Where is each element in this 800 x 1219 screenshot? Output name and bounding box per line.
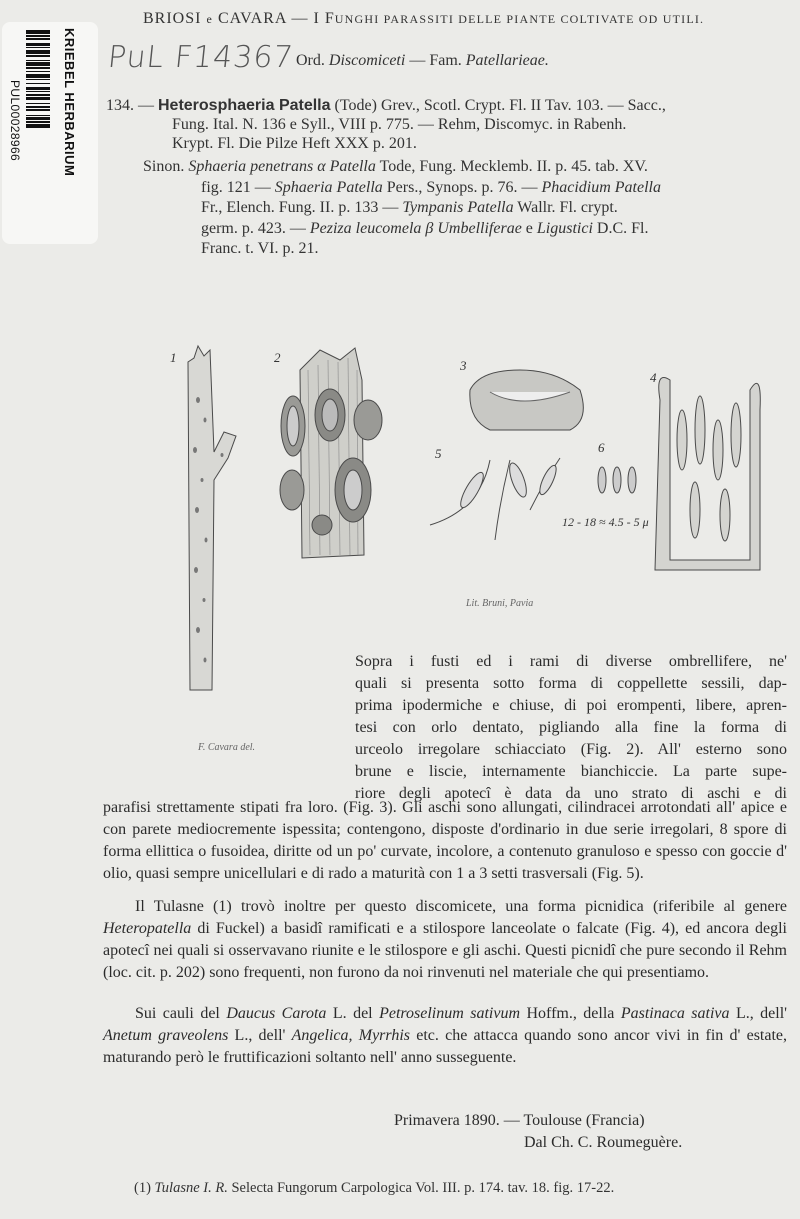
synonym-1-citation: Tode, Fung. Mecklemb. II. p. 45. tab. XV. [379,158,648,175]
paragraph-1-line: urceolo irregolare schiacciato (Fig. 2). All' esterno sono [355,741,787,758]
synonym-6-citation-b: Franc. t. VI. p. 21. [201,240,319,257]
paragraph-2-genus: Heteropatella [103,920,192,937]
family-name: Patellarieae. [465,52,549,69]
fig-label-2: 2 [274,350,281,365]
footnote [134,1180,614,1197]
host-1: Daucus Carota [226,1005,327,1022]
herbarium-name: KRIEBEL HERBARIUM [62,28,77,177]
paragraph-2-part-b: di Fuckel) a basidî ramificati e a stilospore lanceolate o falcate (Fig. 4), ed ancora degli apotecî nei quali si osservavano riunite e le stilospore e gli aschi. Questi picnidî che pure secondo il Rehm (loc. cit. p. 202) sono frequenti, non furono da noi rinvenuti nel materiale che qui presentiamo. [103,920,788,981]
family-label: — Fam. [409,52,462,69]
header-author-2: CAVARA [217,10,287,27]
header-series-number: I [313,10,320,27]
lithographer-signature: Lit. Bruni, Pavia [466,598,534,609]
entry-citation-3: Krypt. Fl. Die Pilze Heft XXX p. 201. [172,135,417,152]
synonym-1: Sphaeria penetrans [188,158,314,175]
fig-1-stem [188,346,236,690]
species-entry [106,96,796,153]
paragraph-2 [103,896,787,984]
synonym-2: Sphaeria Patella [274,178,383,196]
species-name: Heterosphaeria Patella [158,97,331,114]
p3-d: L., dell' [735,1005,788,1022]
synonym-conj: e [525,219,533,237]
synonym-3-citation: Fr., Elench. Fung. II. p. 133 — [201,199,399,216]
synonym-2-citation: Pers., Synops. p. 76. — [386,178,538,196]
collector: Dal Ch. C. Roumeguère. [524,1134,683,1151]
barcode-bar [26,128,50,129]
synonym-6: Ligustici [536,219,593,237]
synonym-4: Tympanis Patella [402,199,514,216]
paragraph-3 [103,1003,787,1069]
barcode [26,30,50,210]
fig-label-4: 4 [650,370,657,385]
fig-5-asci [430,458,560,540]
fig-label-3: 3 [460,358,467,373]
p3-e: L., dell' [234,1027,286,1044]
paragraph-1-rest [103,797,787,885]
host-4: Anetum graveolens [103,1027,229,1044]
synonyms-label: Sinon. [143,158,185,175]
artist-signature: F. Cavara del. [198,742,256,753]
paragraph-1-line: brune e liscie, internamente bianchiccie. La parte supe- [355,763,787,780]
fig-6-spores [598,467,636,493]
order-name: Discomiceti [328,52,406,69]
header-dash: — [291,10,309,27]
footnote-reference: Selecta Fungorum Carpologica Vol. III. p. 174. tav. 18. fig. 17-22. [231,1180,615,1196]
order-family-line [296,52,549,70]
synonym-3: Phacidium Patella [541,178,661,196]
paragraph-1-top [355,651,787,805]
spore-measurement: 12 - 18 ≈ 4.5 - 5 μ [562,515,649,529]
p3-a: Sui cauli del [135,1005,220,1022]
synonym-4-citation: Wallr. Fl. crypt. [517,199,618,216]
footnote-number: (1) [134,1180,151,1196]
header-series-initial: F [324,10,335,27]
synonym-1-epithet: Patella [329,158,376,175]
synonyms-block [143,157,793,260]
p3-c: Hoffm., della [526,1005,615,1022]
p3-f: etc. che attacca quando sono ancor vivi in fin d' estate, maturando però le fruttificazioni soltanto nell' anno susseguente. [103,1027,788,1066]
header-conj: e [206,12,213,26]
host-5: Angelica, Myrrhis [291,1027,411,1044]
entry-citation-2: Fung. Ital. N. 136 e Syll., VIII p. 775. — Rehm, Discomyc. in Rabenh. [172,116,627,133]
running-header [143,10,704,28]
header-author-1: BRIOSI [143,10,202,27]
host-2: Petroselinum sativum [379,1005,521,1022]
fig-4-pycnidium [655,378,760,571]
fig-label-5: 5 [435,446,442,461]
p3-b: L. del [332,1005,373,1022]
paragraph-1-line: riore degli apotecî è data da uno strato di aschi e di [355,785,787,802]
host-3: Pastinaca sativa [620,1005,730,1022]
paragraph-1-line: quali si presenta sotto forma di coppellette sessili, dap- [355,675,787,692]
collection-date-place: Primavera 1890. — Toulouse (Francia) [394,1112,645,1129]
synonym-5: Peziza leucomela β Umbelliferae [309,219,522,237]
order-label: Ord. [296,52,325,69]
paragraph-1-line: prima ipodermiche e chiuse, di poi erompenti, libere, apren- [355,697,787,714]
paragraph-1-line: Sopra i fusti ed i rami di diverse ombrellifere, ne' [355,653,787,670]
fig-label-1: 1 [170,350,177,365]
fig-2-bark [280,348,382,558]
paragraph-1-text: parafisi strettamente stipati fra loro. (Fig. 3). Gli aschi sono allungati, cilindracei arrotondati all' apice e con parete mediocremente ispessita; contengono, disposte d'ordinario in due serie irregolari, 8 spore di forma ellittica o fusoidea, diritte od un po' curvate, incolore, a contenuto granuloso e spesso con goccie d' olio, quasi sempre unicellulari e di rado a maturità con 1 a 3 setti trasversali (Fig. 5). [103,799,787,882]
catalog-number: PUL00028966 [8,80,22,162]
synonym-4-citation-b: germ. p. 423. — [201,219,306,237]
herbarium-label [2,22,98,244]
handwritten-specimen-id: PuL F14367 [106,40,296,75]
synonym-6-citation: D.C. Fl. [596,219,649,237]
paragraph-1-line: tesi con orlo dentato, pigliando alla fine la forma di [355,719,787,736]
paragraph-2-part-a: Il Tulasne (1) trovò inoltre per questo discomicete, una forma picnidica (riferibile al genere [135,898,787,915]
entry-citation-1: (Tode) Grev., Scotl. Crypt. Fl. II Tav. 103. — Sacc., [334,97,666,114]
header-series-title: UNGHI PARASSITI DELLE PIANTE COLTIVATE OD UTILI. [334,12,705,26]
fig-3-apothecium-section [470,370,584,430]
synonym-1-variety: α [317,158,326,175]
footnote-author: Tulasne I. R. [154,1180,228,1196]
fig-label-6: 6 [598,440,605,455]
entry-number: 134. — [106,97,154,114]
synonym-citation-fig: fig. 121 — [201,178,271,196]
